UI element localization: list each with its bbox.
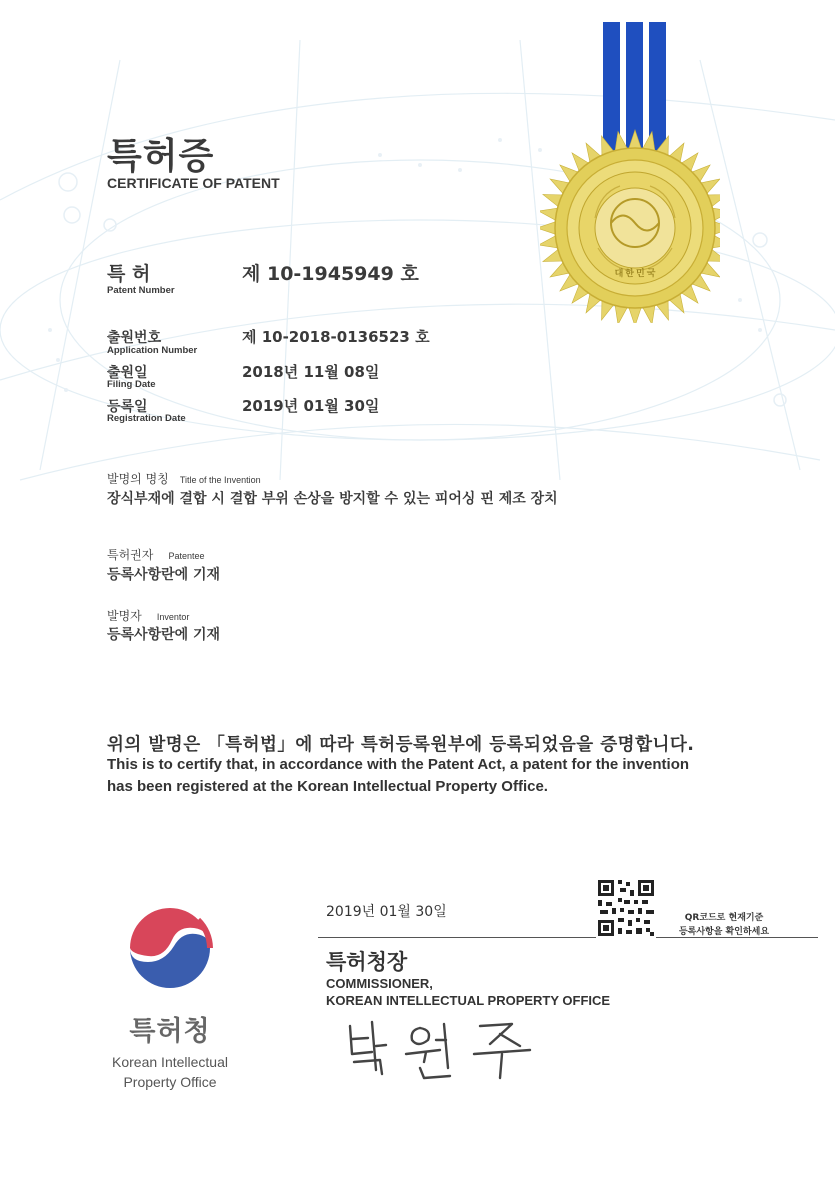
patent-number-value: 제 10-1945949 호	[242, 263, 419, 285]
filing-date-value: 2018년 11월 08일	[242, 363, 380, 381]
commissioner-title-en-line2: KOREAN INTELLECTUAL PROPERTY OFFICE	[326, 993, 611, 1008]
patent-number-label-kr: 특 허	[107, 263, 151, 285]
kipo-name-en-line1: Korean Intellectual	[112, 1054, 228, 1070]
issue-date: 2019년 01월 30일	[326, 904, 447, 920]
patent-number-label-en: Patent Number	[107, 285, 175, 296]
invention-label	[107, 468, 261, 487]
filing-date-label-en: Filing Date	[107, 379, 156, 390]
inventor-value: 등록사항란에 기재	[107, 627, 221, 643]
certificate-title-en: CERTIFICATE OF PATENT	[107, 175, 280, 191]
commissioner-title-en-line1: COMMISSIONER,	[326, 976, 433, 991]
patentee-label-en: Patentee	[168, 551, 205, 561]
certification-statement-en-line2: has been registered at the Korean Intellectual Property Office.	[107, 778, 548, 795]
patentee-label	[107, 544, 205, 563]
registration-date-label-en: Registration Date	[107, 413, 186, 424]
invention-title-value: 장식부재에 결합 시 결합 부위 손상을 방지할 수 있는 피어싱 핀 제조 장치	[107, 491, 558, 507]
kipo-name-en-line2: Property Office	[123, 1074, 217, 1090]
kipo-logo-icon	[122, 900, 218, 996]
signature-divider	[318, 937, 818, 938]
patentee-label-kr: 특허권자	[107, 548, 154, 562]
application-number-label-en: Application Number	[107, 345, 198, 356]
inventor-label-en: Inventor	[156, 612, 190, 622]
inventor-label	[107, 605, 189, 624]
application-number-label-kr: 출원번호	[107, 330, 162, 346]
registration-date-value: 2019년 01월 30일	[242, 397, 380, 415]
registration-date-label-kr: 등록일	[107, 399, 148, 415]
patentee-value: 등록사항란에 기재	[107, 567, 221, 583]
invention-label-en: Title of the Invention	[179, 475, 261, 485]
invention-label-kr: 발명의 명칭	[107, 472, 169, 486]
inventor-label-kr: 발명자	[107, 609, 142, 623]
certification-statement-kr: 위의 발명은 「특허법」에 따라 특허등록원부에 등록되었음을 증명합니다.	[107, 735, 695, 755]
qr-note-line2: 등록사항을 확인하세요	[678, 927, 770, 937]
kipo-name-kr: 특허청	[129, 1016, 211, 1047]
qr-note-line1: QR코드로 현재기준	[684, 913, 764, 923]
filing-date-label-kr: 출원일	[107, 365, 148, 381]
handwritten-signature	[340, 1012, 550, 1082]
application-number-value: 제 10-2018-0136523 호	[242, 328, 430, 346]
seal-text: 대한민국	[614, 269, 658, 279]
certification-statement-en-line1: This is to certify that, in accordance with the Patent Act, a patent for the invention	[107, 756, 690, 773]
qr-code-icon[interactable]	[596, 878, 656, 938]
certificate-title-kr: 특허증	[107, 136, 215, 177]
commissioner-title-kr: 특허청장	[326, 950, 408, 974]
